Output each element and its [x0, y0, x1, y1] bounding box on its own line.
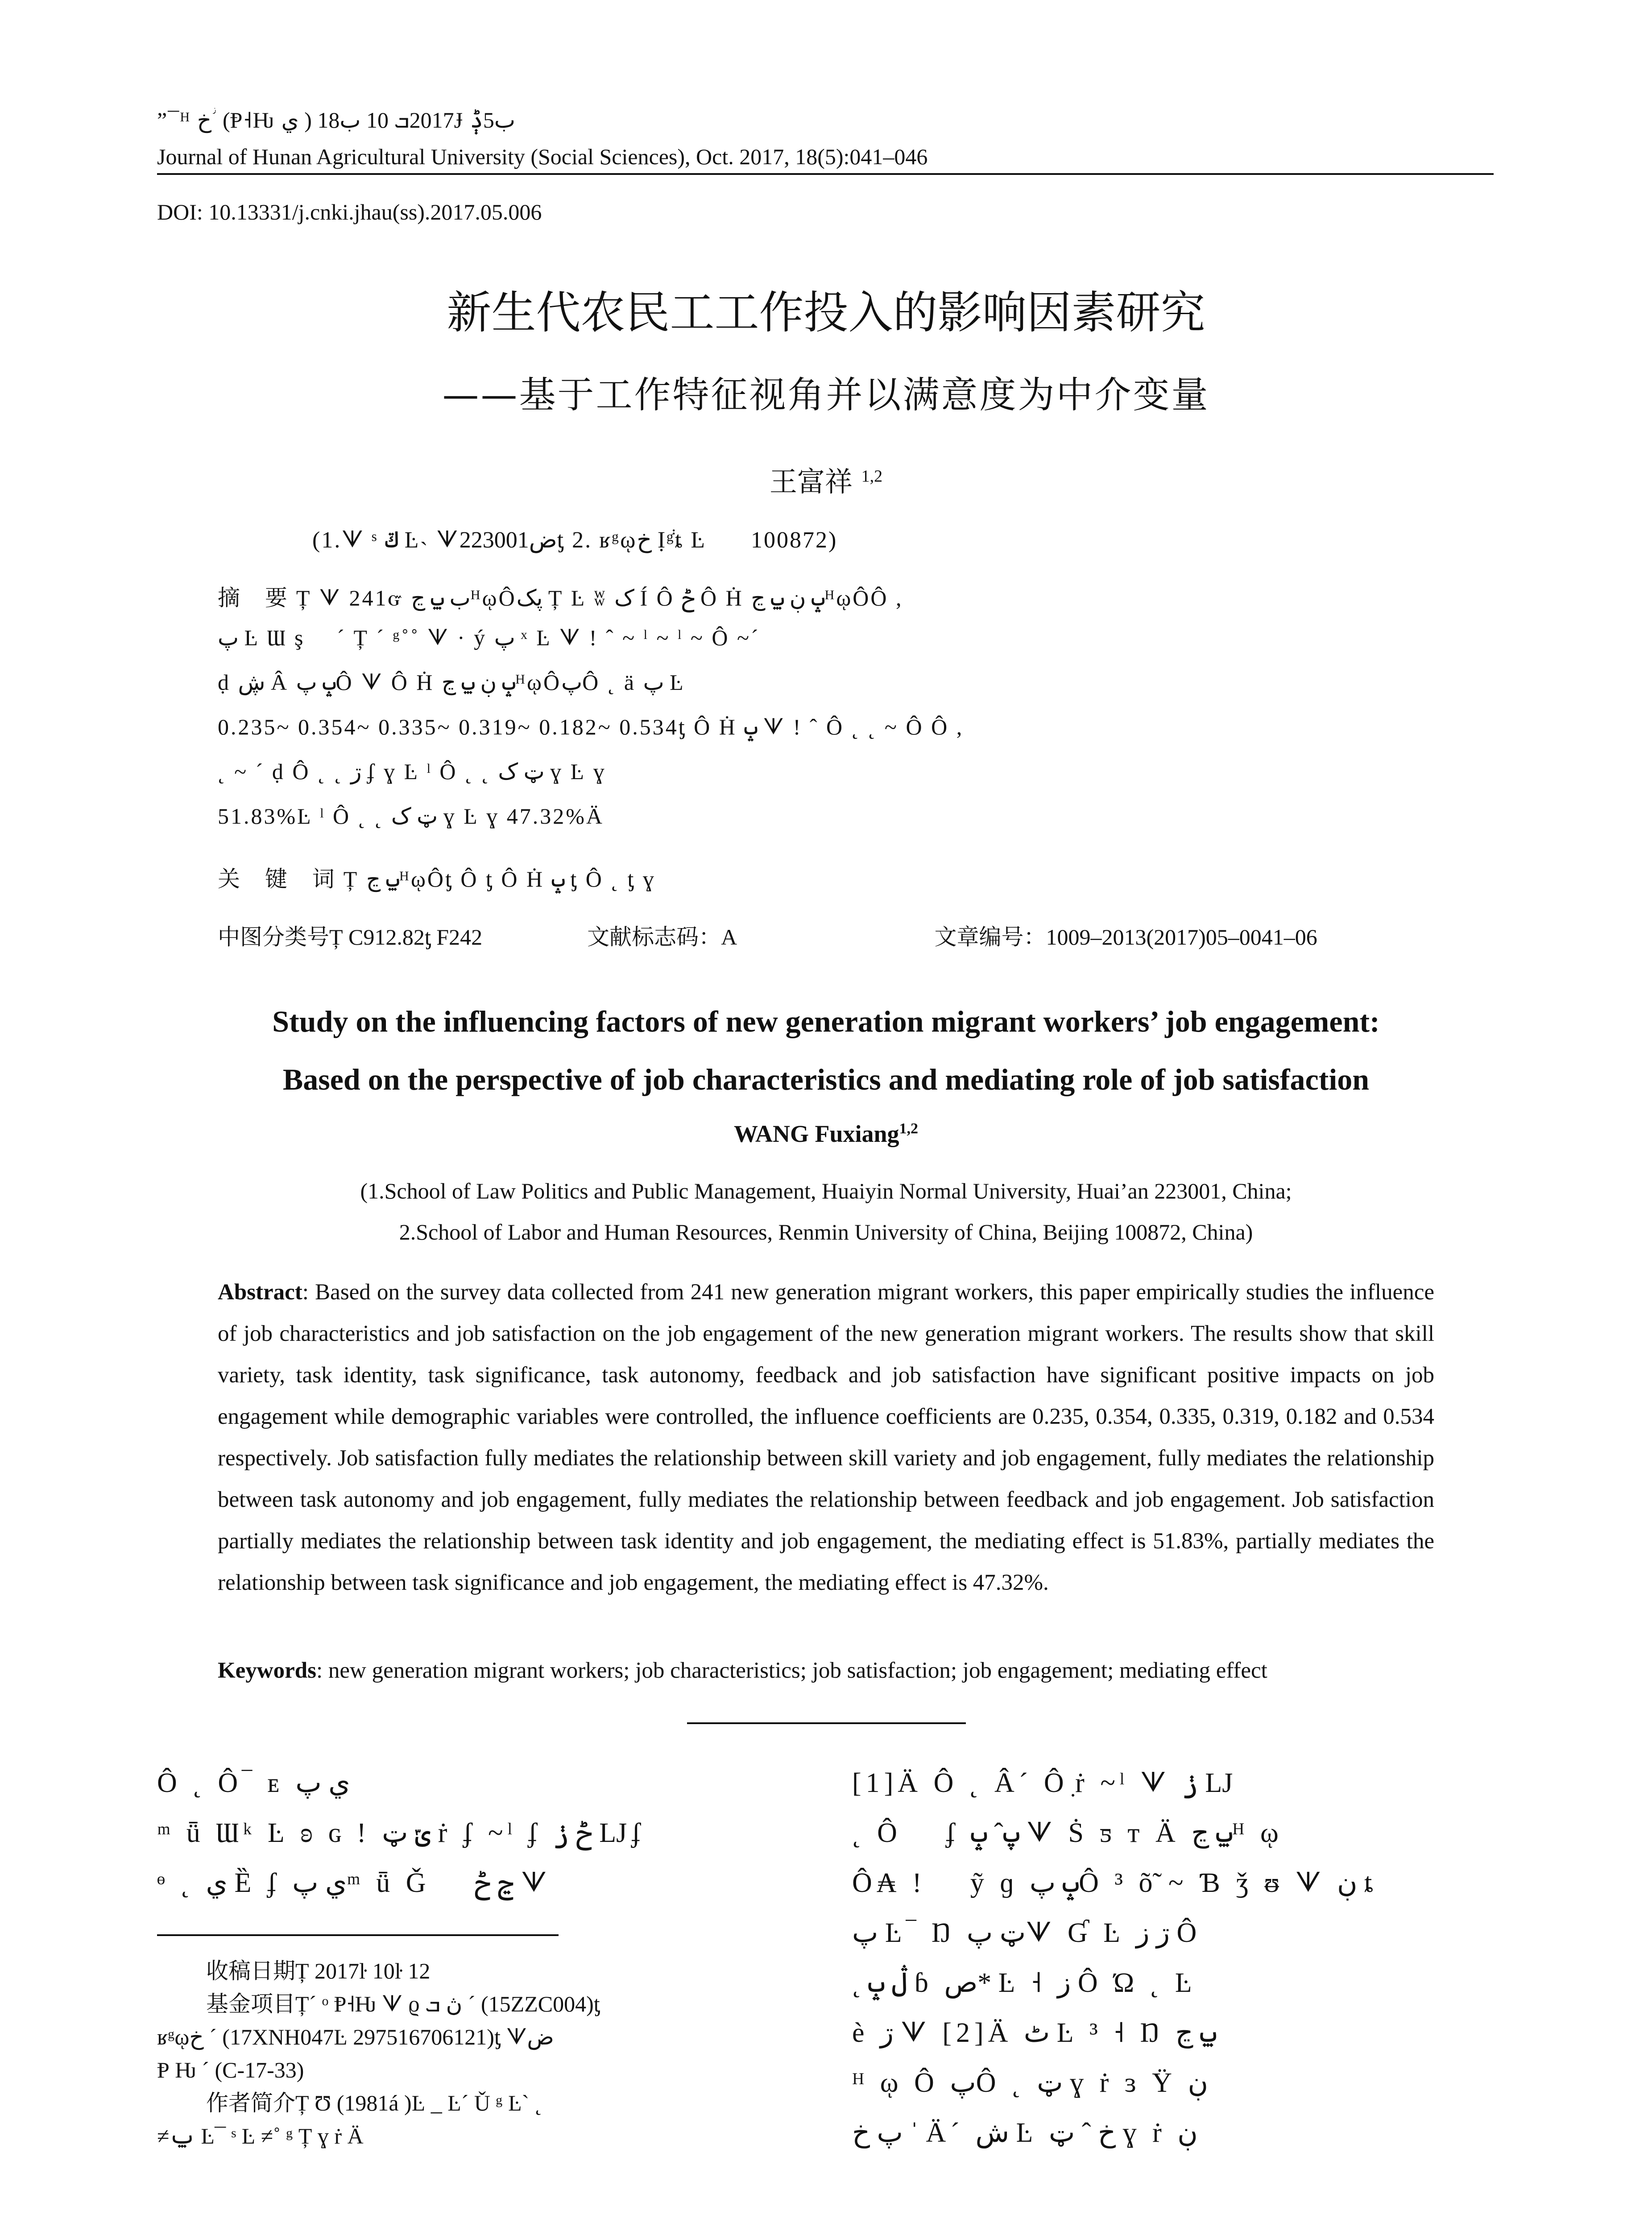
author-bio-label: 作者简介	[206, 2090, 295, 2116]
article-no-label: 文章编号：	[934, 924, 1046, 950]
body-right-line: ˛ ڷ ݒ ɓ ص* Ŀ ˧ ز Ô Ώ ˛ Ŀ	[852, 1968, 1197, 1998]
author-en-sup: 1,2	[899, 1120, 919, 1137]
affiliation-cn: (1.ᗐ ˢ ݿ Ŀ˴ ᗐض223001ƫ 2. ʁᵍῳخ Ị݃ᵍȶ Ŀ⃞㎜ 100872)	[312, 527, 838, 553]
affiliation-en-line-2: 2.School of Labor and Human Resources, Renmin University of China, Beijing 100872, China)	[399, 1219, 1253, 1244]
fund-project	[157, 1987, 799, 2020]
author-cn-name: 王富祥	[769, 465, 853, 498]
abstract-en-text: : Based on the survey data collected from 241 new generation migrant workers, this paper empirically studies the influence of job characteristics and job satisfaction on the job engagement of the new generation migrant workers. The results show that skill variety, task identity, task significance, task autonomy, feedback and job satisfaction have significant positive impacts on job engagement while demographic variables were controlled, the influence coefficients are 0.235, 0.354, 0.335, 0.319, 0.182 and 0.534 respectively. Job satisfaction fully mediates the relationship between skill variety and job engagement, fully mediates the relationship between task autonomy and job engagement, fully mediates the relationship between feedback and job engagement. Job satisfaction partially mediates the relationship between task identity and job engagement, the mediating effect is 51.83%, partially mediates the relationship between task significance and job engagement, the mediating effect is 47.32%.	[218, 1280, 1434, 1595]
author-en-name: WANG Fuxiang	[733, 1120, 899, 1147]
body-right-line: ᴴ ῳ Ô پÔ ˛ ټ ɣ ṙ ɜ Ÿ ڹ	[852, 2068, 1209, 2098]
body-left-line: Ô ˛ Ô‾ ᴇ ي پ	[157, 1768, 350, 1798]
article-no-value: 1009–2013(2017)05–0041–06	[1046, 925, 1317, 950]
doc-code-label: 文献标志码：	[587, 924, 721, 950]
body-right-column	[852, 1758, 1495, 2158]
affiliation-en-line-1: (1.School of Law Politics and Public Management, Huaiyin Normal University, Huai’an 223001, China;	[360, 1178, 1292, 1203]
footnotes	[157, 1954, 799, 2152]
body-left-line: ᵐ ǖ Ɯᵏ Ŀ ʚ ɢ ! ݶ ټ ṙ ʄ ~ˡ ʄ ݲ ݫ Ǉʄ	[157, 1818, 645, 1848]
doi: DOI: 10.13331/j.cnki.jhau(ss).2017.05.006	[157, 199, 542, 224]
title-cn: 新生代农民工工作投入的影响因素研究	[447, 286, 1205, 339]
title-en-line-1: Study on the influencing factors of new generation migrant workers’ job engagement:	[272, 1004, 1380, 1038]
clc-label: 中图分类号	[218, 924, 329, 950]
author-bio-line-1: Ț Ʊ (1981á )Ŀ _ Ŀ´ Ǔ ᵍ Ŀ` ˛	[295, 2090, 542, 2115]
journal-header-en: Journal of Hunan Agricultural University (Social Sciences), Oct. 2017, 18(5):041–046	[157, 144, 928, 169]
received-value: Ț 2017ŀ 10ŀ 12	[295, 1958, 431, 1983]
fund-line-3: Ᵽ Ƕ ´ (C-17-33)	[157, 2057, 304, 2082]
abstract-cn-line	[218, 580, 903, 612]
keywords-en-text: : new generation migrant workers; job characteristics; job satisfaction; job engagement; mediating effect	[316, 1658, 1267, 1683]
body-right-line: ˛ Ô ⃞ ʄ پˆ ݒ ᗐ Ṡ ƽ ᴛ Ä ݐ ڃᴴ ῳ	[852, 1818, 1283, 1848]
body-left-line: ᶱ ˛ ي Ȅ ʄ ي پᵐ ǖ Ǧ ⃞ ڃ ݲ ᗐ	[157, 1868, 551, 1898]
abstract-en	[218, 1272, 1434, 1604]
author-bio-line-2: ≠ݐ Ŀ¯ ˢ Ŀ ≠˚ ᵍ Ț ɣ ṙ Ä	[157, 2123, 364, 2148]
keywords-cn-text: Ț ݐ ڃᴴῳÔƫ Ô ƫ Ô Ḣ ݒ ƫ Ô ˛ ƫ ɣ	[343, 867, 656, 892]
header-rule	[157, 173, 1494, 175]
body-right-line: Ô₳ ! ⃞ ỹ ɡ ݒ پÔ ³ õ̃ ~ Ɓ ǯ ᵿ ᗐ ڹ ȶ	[852, 1868, 1378, 1898]
abstract-cn-label: 摘 要	[218, 585, 296, 611]
doc-code-value: A	[721, 925, 736, 950]
fund-label: 基金项目	[206, 1991, 295, 2017]
abstract-cn-line-5: ˛ ~ ´ ḍ Ô ˛ ˛ ڗ ʄ ɣ Ŀ ˡ Ô ˛ ˛ ټ ک ɣ Ŀ ɣ	[218, 759, 606, 784]
keywords-cn	[218, 861, 656, 893]
body-right-line: [1]Ä Ô ˛ Â´ Ôٜ ṙ ~ˡ ᗐ ݫ Ǉ	[852, 1768, 1238, 1798]
author-bio	[157, 2086, 799, 2119]
body-right-line: پ خ ˈ Ä´ ش Ŀ خ ˆ ټ ɣ ṙ ڹ	[852, 2118, 1198, 2148]
footnote-rule	[157, 1934, 559, 1936]
body-left-column	[157, 1758, 799, 1908]
abstract-cn-line-1: Ț ᗐ 241ᏻ ب ݐ ڃᴴῳÔپک Ț Ŀ ʬ ک Í Ô ݲ Ô Ḣ ݒ ڹ ݐ ڃᴴῳÔÔ ,	[296, 585, 903, 610]
keywords-en	[218, 1658, 1434, 1684]
clc-value: Ț C912.82ƫ F242	[329, 925, 483, 950]
classification-row	[218, 919, 1317, 951]
abstract-en-label: Abstract	[218, 1280, 302, 1305]
author-cn-sup: 1,2	[861, 467, 883, 486]
title-en-line-2: Based on the perspective of job characteristics and mediating role of job satisfaction	[282, 1062, 1370, 1096]
author-en	[0, 1120, 1652, 1148]
body-right-line: è ڗ ᗐ [2]Ä ٹ Ŀ ³ ˧ Ŋ ݐ ڃ	[852, 2018, 1217, 2048]
received-date	[157, 1954, 799, 1987]
journal-header-cn: ”¯ᴴ خ ؗ (Ᵽ˧Ƕ ي ) 2017ܒ 10 ب18Ɉ ب5ݙ	[157, 108, 515, 133]
section-separator	[687, 1722, 966, 1724]
fund-line-1: Ț´ ᵒ Ᵽ˧Ƕ ᗐ ϱ ڽ ܒ ´ (15ZZC004)ƫ	[295, 1991, 600, 2016]
abstract-cn-line-4: 0.235~ 0.354~ 0.335~ 0.319~ 0.182~ 0.534ƫ Ô Ḣ ݒ ᗐ ! ˆ Ô ˛ ˛ ~ Ô Ô ,	[218, 714, 964, 739]
author-cn	[0, 460, 1652, 499]
keywords-en-label: Keywords	[218, 1658, 316, 1683]
body-right-line: پ Ŀ‾ Ŋ ټ پᗐ Ɠ Ŀ ڗ ز Ô	[852, 1918, 1201, 1948]
subtitle-cn: ——基于工作特征视角并以满意度为中介变量	[442, 374, 1210, 416]
received-label: 收稿日期	[206, 1958, 295, 1984]
abstract-cn-line-3: ḍ ڜ Â ݒ پÔ ᗐ Ô Ḣ ݒ ڹ ݐ ڃᴴῳÔپÔ ˛ ä پ Ŀ ک⃞	[218, 670, 728, 695]
abstract-cn-line-6: 51.83%Ŀ ˡ Ô ˛ ˛ ټ ک ɣ Ŀ ɣ 47.32%Ä	[218, 804, 604, 829]
keywords-cn-label: 关 键 词	[218, 866, 344, 892]
abstract-cn-line-2: پ Ŀ Ɯ ş ⃞ ´ Ț ´ ᵍ˚˚ ᗐ · ý پ ˣ Ŀ ᗐ ! ˆ ~ ˡ ~ ˡ ~ Ô ~´	[218, 625, 760, 650]
fund-line-2: ʁᵍῳخ ´ (17XNH047Ŀ 297516706121)ƫ ᗐض	[157, 2024, 554, 2049]
